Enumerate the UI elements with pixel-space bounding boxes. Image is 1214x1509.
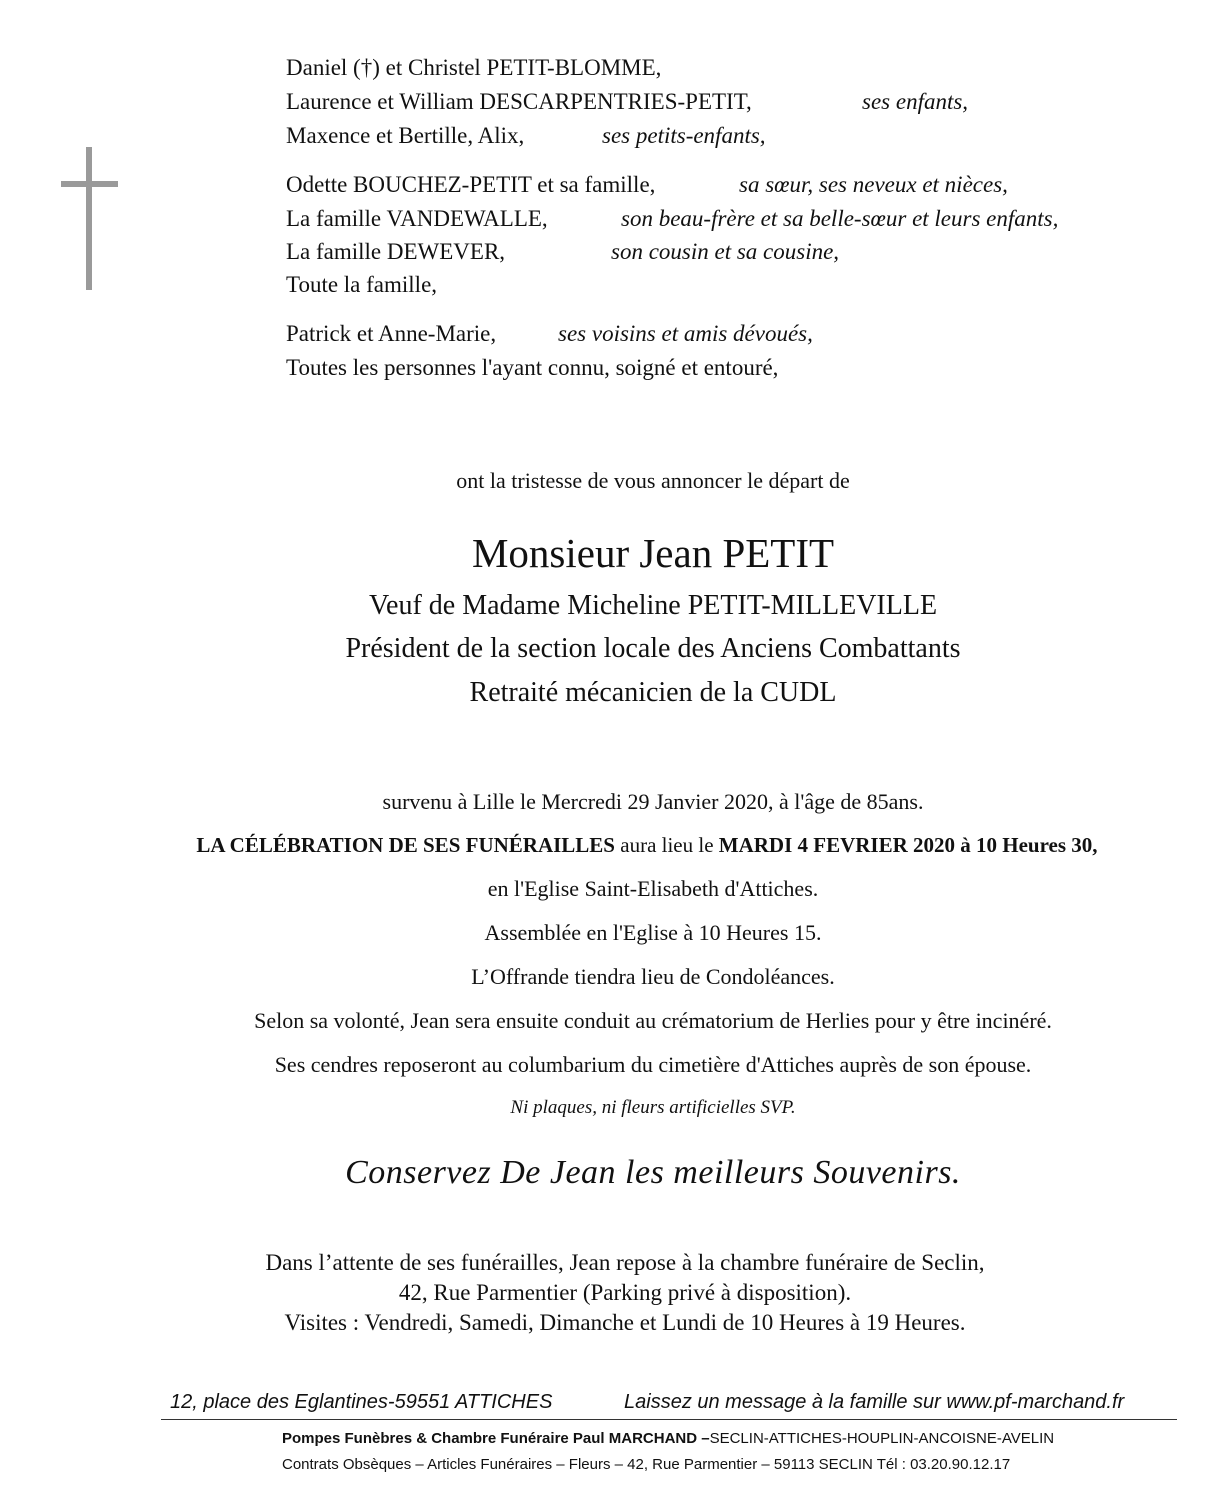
deceased-title-line: Retraité mécanicien de la CUDL [469, 677, 837, 708]
family-line: Laurence et William DESCARPENTRIES-PETIT, [286, 89, 752, 114]
family-relation: ses voisins et amis dévoués, [558, 321, 813, 346]
assembly-details: Assemblée en l'Eglise à 10 Heures 15. [484, 920, 822, 945]
footer-message: Laissez un message à la famille sur www.pf-marchand.fr [624, 1391, 1125, 1413]
family-line: La famille DEWEVER, [286, 239, 506, 264]
rest-line: 42, Rue Parmentier (Parking privé à disposition). [398, 1280, 852, 1305]
remember-phrase: Conservez De Jean les meilleurs Souvenirs. [345, 1154, 961, 1191]
celebration-heading: LA CÉLÉBRATION DE SES FUNÉRAILLES [196, 833, 615, 857]
footer-services: Contrats Obsèques – Articles Funéraires – Fleurs – 42, Rue Parmentier – 59113 SECLIN Tél : 03.20.90.12.17 [282, 1456, 1011, 1473]
cross-horizontal-bar [61, 181, 118, 187]
deceased-name: Monsieur Jean PETIT [471, 530, 835, 576]
cross-vertical-bar [86, 147, 92, 290]
rest-line: Dans l’attente de ses funérailles, Jean repose à la chambre funéraire de Seclin, [265, 1250, 985, 1275]
footer-company [282, 1430, 1054, 1447]
celebration-connector: aura lieu le [615, 833, 719, 857]
family-line: Patrick et Anne-Marie, [286, 321, 497, 346]
rest-line: Visites : Vendredi, Samedi, Dimanche et Lundi de 10 Heures à 19 Heures. [284, 1310, 966, 1335]
ashes-details: Ses cendres reposeront au columbarium du cimetière d'Attiches auprès de son épouse. [274, 1052, 1032, 1077]
family-relation: son beau-frère et sa belle-sœur et leurs enfants, [621, 206, 1059, 231]
footer-divider [161, 1419, 1177, 1420]
family-line: Toute la famille, [286, 272, 438, 297]
offering-details: L’Offrande tiendra lieu de Condoléances. [471, 964, 835, 989]
deceased-title-line: Veuf de Madame Micheline PETIT-MILLEVILLE [368, 590, 938, 621]
death-details: survenu à Lille le Mercredi 29 Janvier 2020, à l'âge de 85ans. [382, 789, 924, 814]
family-line: Odette BOUCHEZ-PETIT et sa famille, [286, 172, 656, 197]
footer-company-towns: SECLIN-ATTICHES-HOUPLIN-ANCOISNE-AVELIN [709, 1430, 1055, 1447]
announcement-text: ont la tristesse de vous annoncer le départ de [456, 468, 850, 493]
church-details: en l'Eglise Saint-Elisabeth d'Attiches. [487, 876, 819, 901]
family-relation: sa sœur, ses neveux et nièces, [739, 172, 1008, 197]
celebration-details [40, 833, 1214, 858]
family-relation: ses petits-enfants, [602, 123, 766, 148]
family-line: La famille VANDEWALLE, [286, 206, 548, 231]
cremation-details: Selon sa volonté, Jean sera ensuite conduit au crématorium de Herlies pour y être incinéré. [254, 1008, 1052, 1033]
family-line: Daniel (†) et Christel PETIT-BLOMME, [286, 55, 662, 80]
footer-company-name: Pompes Funèbres & Chambre Funéraire Paul MARCHAND – [282, 1430, 710, 1447]
family-line: Maxence et Bertille, Alix, [286, 123, 525, 148]
deceased-title-line: Président de la section locale des Anciens Combattants [345, 633, 961, 664]
family-relation: son cousin et sa cousine, [611, 239, 840, 264]
family-line: Toutes les personnes l'ayant connu, soigné et entouré, [286, 355, 779, 380]
footer-address: 12, place des Eglantines-59551 ATTICHES [170, 1391, 553, 1413]
no-plaques-note: Ni plaques, ni fleurs artificielles SVP. [510, 1097, 796, 1118]
celebration-date: MARDI 4 FEVRIER 2020 à 10 Heures 30, [718, 833, 1098, 857]
family-relation: ses enfants, [862, 89, 969, 114]
